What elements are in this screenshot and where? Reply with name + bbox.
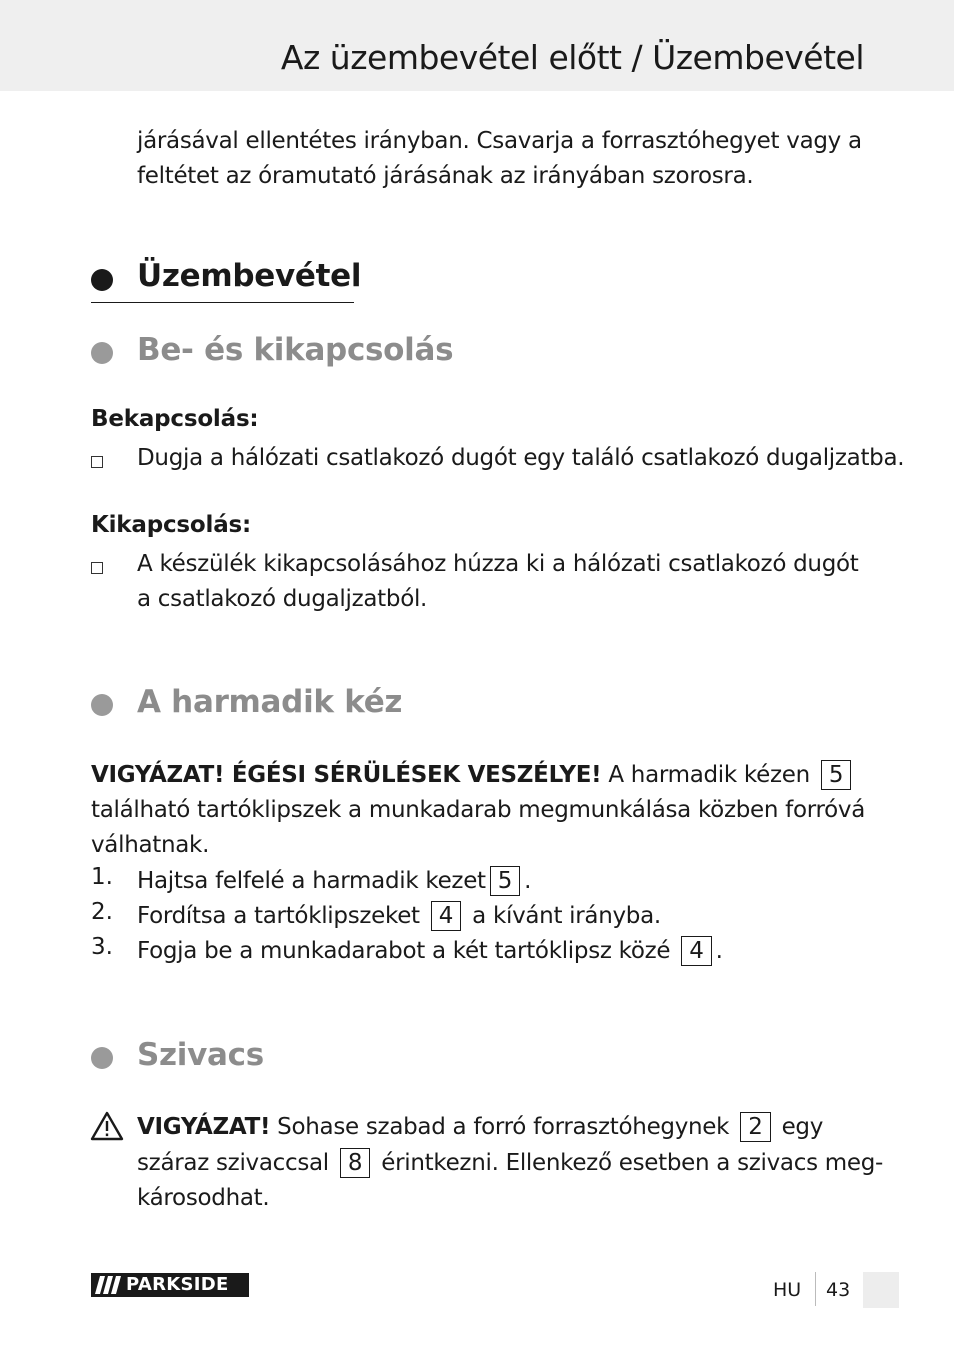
section-heading-main (91, 258, 362, 303)
warning-bold: VIGYÁZAT! (137, 1114, 271, 1140)
sponge-text: Sohase szabad a forró forrasztóhegynek (277, 1114, 730, 1140)
third-hand-warning-line-2: található tartóklipszek a munkadarab megmunkálása közben forróvá (91, 797, 866, 823)
page-number: 43 (826, 1279, 851, 1301)
part-ref-box: 5 (490, 866, 520, 896)
step-number: 1. (91, 864, 113, 890)
sponge-warning-line-3: károsodhat. (137, 1185, 270, 1211)
step-text (137, 899, 661, 934)
step-item (91, 899, 113, 925)
step-number: 2. (91, 899, 113, 925)
part-ref-box: 8 (340, 1148, 370, 1178)
sponge-text: száraz szivaccsal (137, 1150, 329, 1176)
sponge-text: érintkezni. Ellenkező esetben a szivacs meg- (381, 1150, 884, 1176)
logo-text: PARKSIDE (126, 1274, 229, 1295)
step-item (91, 934, 113, 960)
checkbox-bullet-icon (91, 456, 103, 468)
switch-off-text-line-2: a csatlakozó dugaljzatból. (137, 586, 428, 612)
section-heading-third-hand-text: A harmadik kéz (137, 684, 403, 720)
step-text-before: Fogja be a munkadarabot a két tartóklipsz közé (137, 938, 671, 964)
sponge-warning-line-2 (137, 1146, 883, 1181)
bullet-dot-icon (91, 1047, 113, 1069)
parkside-logo (91, 1273, 249, 1297)
switch-on-text: Dugja a hálózati csatlakozó dugót egy találó csatlakozó dugaljzatba. (137, 445, 905, 471)
sponge-warning-line-1 (137, 1110, 823, 1145)
page-title: Az üzembevétel előtt / Üzembevétel (280, 38, 864, 77)
bullet-dot-icon (91, 694, 113, 716)
third-hand-warning-line-1 (91, 758, 855, 793)
switch-on-label: Bekapcsolás: (91, 406, 259, 432)
switch-off-text-line-1: A készülék kikapcsolásához húzza ki a hálózati csatlakozó dugót (137, 551, 859, 577)
bullet-dot-icon (91, 342, 113, 364)
step-number: 3. (91, 934, 113, 960)
logo-slashes-icon (91, 1273, 125, 1297)
intro-line-1: járásával ellentétes irányban. Csavarja a forrasztóhegyet vagy a (137, 128, 862, 154)
warning-triangle-icon (90, 1111, 124, 1141)
checkbox-bullet-icon (91, 562, 103, 574)
third-hand-warning-line-3: válhatnak. (91, 832, 210, 858)
step-item (91, 864, 113, 890)
section-heading-sponge-text: Szivacs (137, 1037, 264, 1073)
section-heading-switch-text: Be- és kikapcsolás (137, 332, 454, 368)
footer-divider (815, 1272, 816, 1306)
warning-text: A harmadik kézen (608, 762, 810, 788)
step-text-after: . (715, 938, 723, 964)
footer-tab-marker (863, 1272, 899, 1308)
bullet-dot-icon (91, 269, 113, 291)
section-heading-main-text: Üzembevétel (137, 258, 362, 294)
step-text-after: . (524, 868, 532, 894)
step-text (137, 864, 531, 899)
part-ref-box: 5 (821, 760, 851, 790)
step-text-before: Hajtsa felfelé a harmadik kezet (137, 868, 486, 894)
footer-language: HU (773, 1279, 802, 1301)
step-text-after: a kívánt irányba. (472, 903, 661, 929)
part-ref-box: 4 (431, 901, 461, 931)
sponge-text: egy (781, 1114, 824, 1140)
part-ref-box: 2 (740, 1112, 770, 1142)
step-text (137, 934, 723, 969)
intro-line-2: feltétet az óramutató járásának az irányában szorosra. (137, 163, 754, 189)
warning-bold: VIGYÁZAT! ÉGÉSI SÉRÜLÉSEK VESZÉLYE! (91, 762, 602, 788)
part-ref-box: 4 (681, 936, 711, 966)
step-text-before: Fordítsa a tartóklipszeket (137, 903, 420, 929)
switch-off-label: Kikapcsolás: (91, 512, 252, 538)
